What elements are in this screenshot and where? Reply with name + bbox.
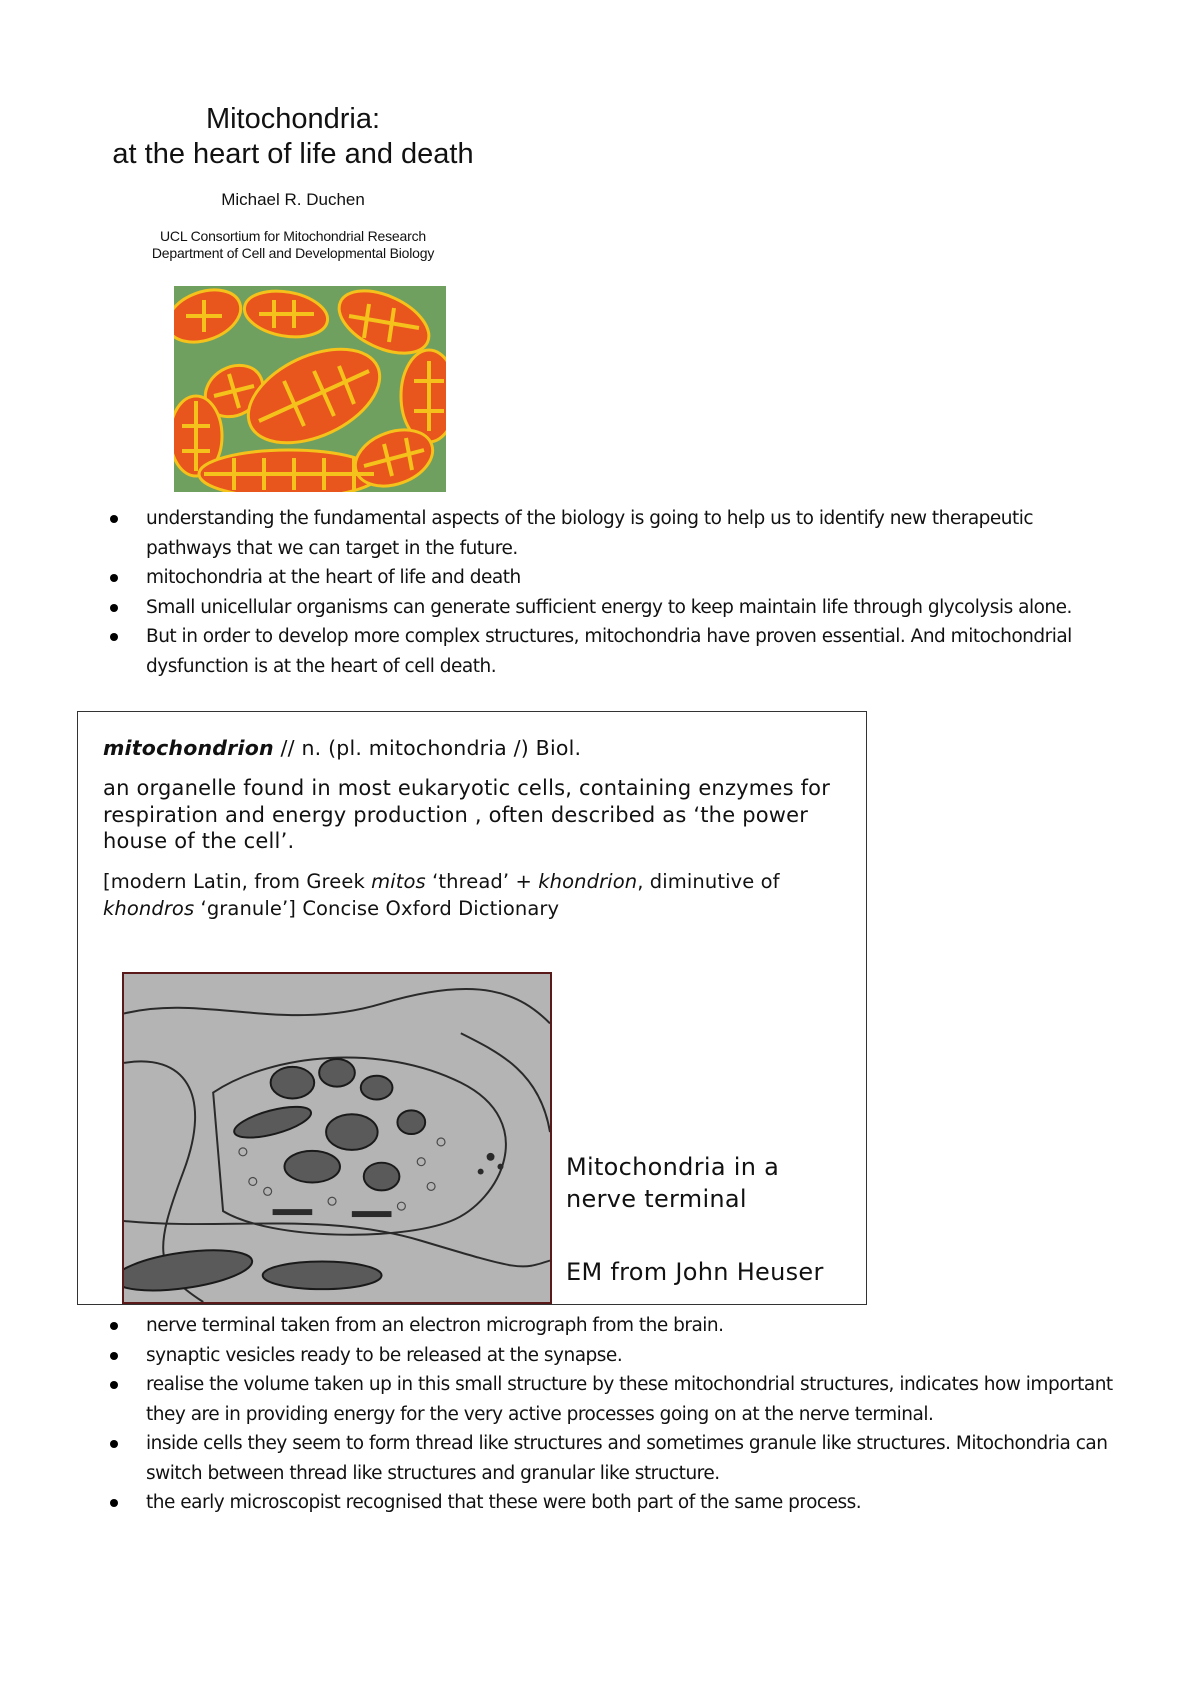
bullet-list-nerve-terminal <box>108 1311 1138 1518</box>
mitochondria-fluorescence-image <box>174 286 446 492</box>
list-item: synaptic vesicles ready to be released at the synapse. <box>108 1341 1138 1371</box>
slide-affiliation-line2: Department of Cell and Developmental Biology <box>151 245 435 261</box>
etym-text: ‘thread’ + <box>425 870 539 893</box>
electron-micrograph-image <box>122 972 552 1304</box>
list-item: inside cells they seem to form thread like structures and sometimes granule like structures. Mitochondria can switch between thread like structures and granular like structure. <box>108 1429 1138 1488</box>
list-item: But in order to develop more complex structures, mitochondria have proven essential. And mitochondrial dysfunction is at the heart of cell death. <box>108 622 1118 681</box>
list-item: Small unicellular organisms can generate sufficient energy to keep maintain life through glycolysis alone. <box>108 593 1118 623</box>
definition-headword: mitochondrion <box>103 736 274 760</box>
list-item: understanding the fundamental aspects of the biology is going to help us to identify new therapeutic pathways that we can target in the future. <box>108 504 1118 563</box>
definition-headline <box>103 736 581 760</box>
slide-author: Michael R. Duchen <box>221 190 365 209</box>
slide-title-line2: at the heart of life and death <box>112 138 474 170</box>
list-item: mitochondria at the heart of life and death <box>108 563 1118 593</box>
slide-affiliation-line1: UCL Consortium for Mitochondrial Research <box>160 228 426 244</box>
em-credit: EM from John Heuser <box>566 1258 824 1286</box>
definition-etymology <box>103 868 863 922</box>
etym-text: , diminutive of <box>637 870 780 893</box>
list-item: nerve terminal taken from an electron micrograph from the brain. <box>108 1311 1138 1341</box>
definition-body: an organelle found in most eukaryotic cells, containing enzymes for respiration and energy production , often described as ‘the power house of the cell’. <box>103 776 831 853</box>
etym-khondrion: khondrion <box>538 870 638 893</box>
etym-text: [modern Latin, from Greek <box>103 870 372 893</box>
bullet-list-intro <box>108 504 1118 681</box>
etym-mitos: mitos <box>371 870 426 893</box>
em-caption: Mitochondria in a nerve terminal <box>566 1153 780 1213</box>
etym-khondros: khondros <box>103 897 195 920</box>
slide-title-line1: Mitochondria: <box>205 103 381 135</box>
etym-text: ‘granule’] Concise Oxford Dictionary <box>194 897 560 920</box>
list-item: realise the volume taken up in this small structure by these mitochondrial structures, indicates how important they are in providing energy for the very active processes going on at the nerve terminal. <box>108 1370 1138 1429</box>
definition-head-rest: // n. (pl. mitochondria /) Biol. <box>273 736 582 760</box>
list-item: the early microscopist recognised that these were both part of the same process. <box>108 1488 1138 1518</box>
